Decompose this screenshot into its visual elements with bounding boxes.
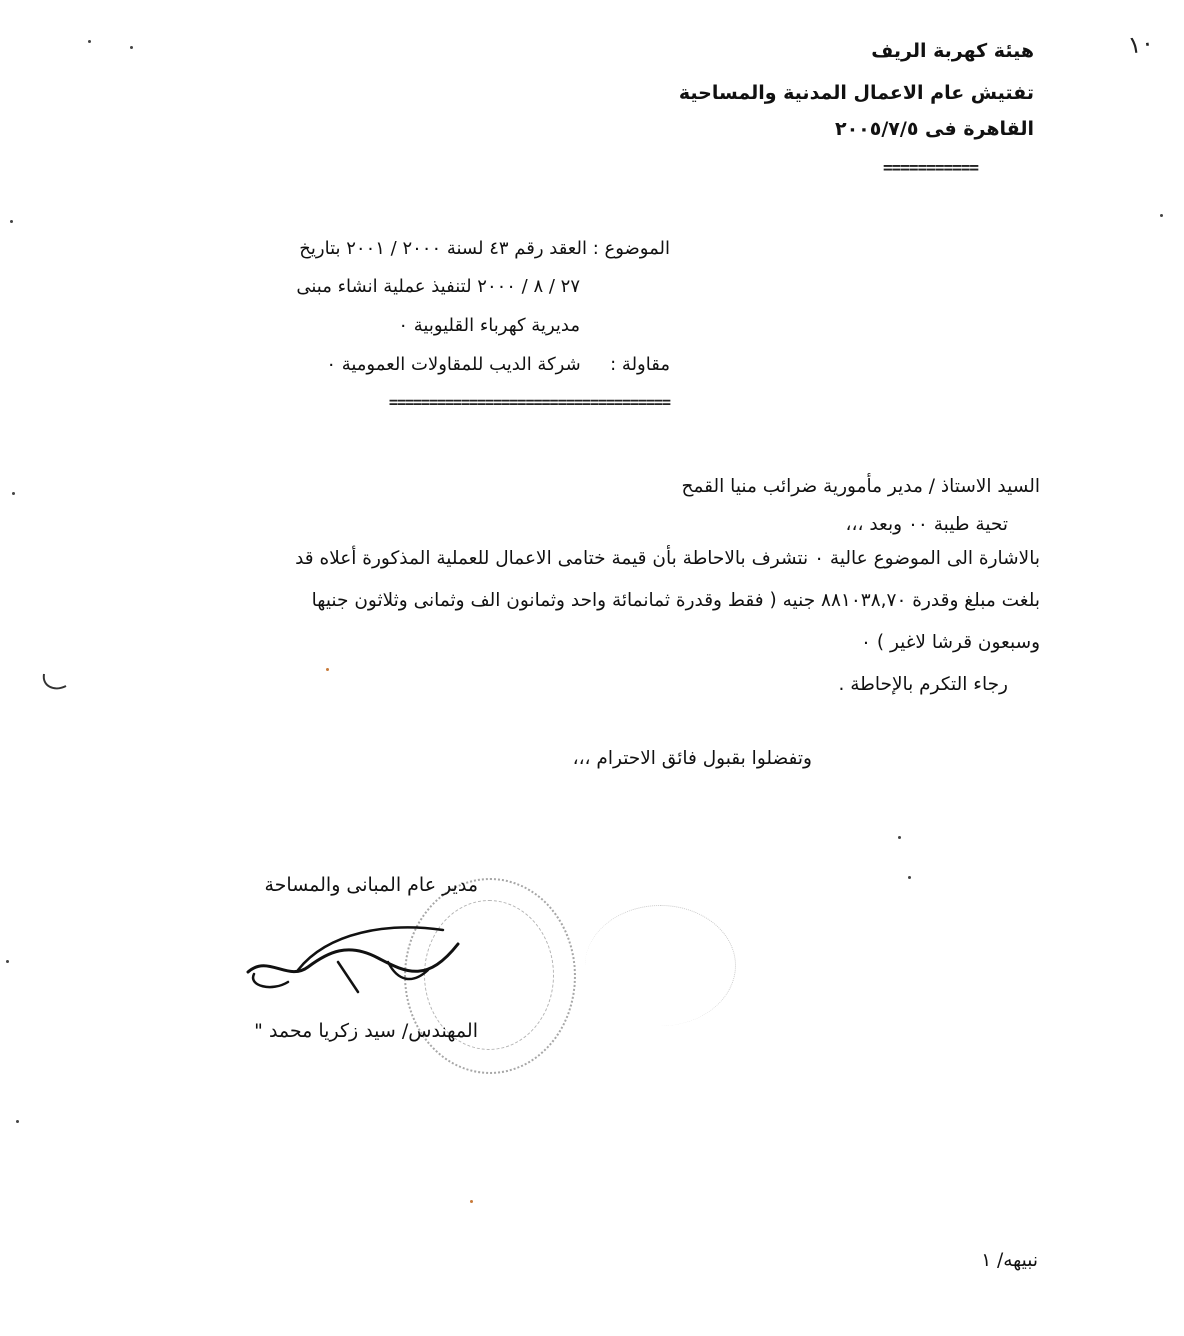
subject-line-2: ٢٧ / ٨ / ٢٠٠٠ لتنفيذ عملية انشاء مبنى [296, 276, 580, 297]
scan-speck [12, 492, 15, 495]
scan-speck [1160, 214, 1163, 217]
paragraph-line-2: بلغت مبلغ وقدرة ٨٨١٠٣٨,٧٠ جنيه ( فقط وقدرة ثمانمائة واحد وثمانون الف وثمانى وثلاثون جنيها [311, 590, 1040, 611]
page-number: ١٠ [1126, 28, 1156, 60]
contractor-line [326, 354, 670, 375]
scan-speck [88, 40, 91, 43]
department-name: تفتيش عام الاعمال المدنية والمساحية [678, 82, 1034, 104]
greeting: تحية طيبة ٠٠ وبعد ،،، [845, 514, 1008, 535]
contractor-value: شركة الديب للمقاولات العمومية ٠ [326, 354, 581, 375]
scan-speck [908, 876, 911, 879]
faint-stamp-impression [585, 905, 736, 1026]
request-line: رجاء التكرم بالإحاطة . [838, 674, 1008, 695]
scan-speck [6, 960, 9, 963]
scan-speck [470, 1200, 473, 1203]
closing-line: وتفضلوا بقبول فائق الاحترام ،،، [572, 748, 812, 769]
scan-speck [898, 836, 901, 839]
subject-line-1: الموضوع : العقد رقم ٤٣ لسنة ٢٠٠٠ / ٢٠٠١ بتاريخ [299, 238, 670, 259]
contractor-label: مقاولة : [610, 354, 670, 375]
subject-separator: =================================== [388, 393, 670, 411]
addressee: السيد الاستاذ / مدير مأمورية ضرائب منيا القمح [681, 476, 1040, 497]
subject-line-3: مديرية كهرباء القليوبية ٠ [398, 315, 580, 336]
handwritten-signature [228, 912, 478, 1012]
header-separator: =========== [883, 158, 978, 177]
footer-note: نبيهه/ ١ [981, 1250, 1038, 1271]
scan-speck [326, 668, 329, 671]
paragraph-line-3: وسبعون قرشا لاغير ) ٠ [861, 632, 1040, 653]
place-date: القاهرة فى ٢٠٠٥/٧/٥ [834, 118, 1034, 140]
paragraph-line-1: بالاشارة الى الموضوع عالية ٠ نتشرف بالاحاطة بأن قيمة ختامى الاعمال للعملية المذكورة أعلاه قد [295, 548, 1040, 569]
signatory-name: المهندس/ سيد زكريا محمد " [254, 1020, 478, 1042]
organization-name: هيئة كهربة الريف [871, 40, 1034, 62]
scan-speck [16, 1120, 19, 1123]
scan-speck [10, 220, 13, 223]
scan-mark [40, 670, 70, 694]
signatory-title: مدير عام المبانى والمساحة [264, 874, 478, 896]
scan-speck [130, 46, 133, 49]
